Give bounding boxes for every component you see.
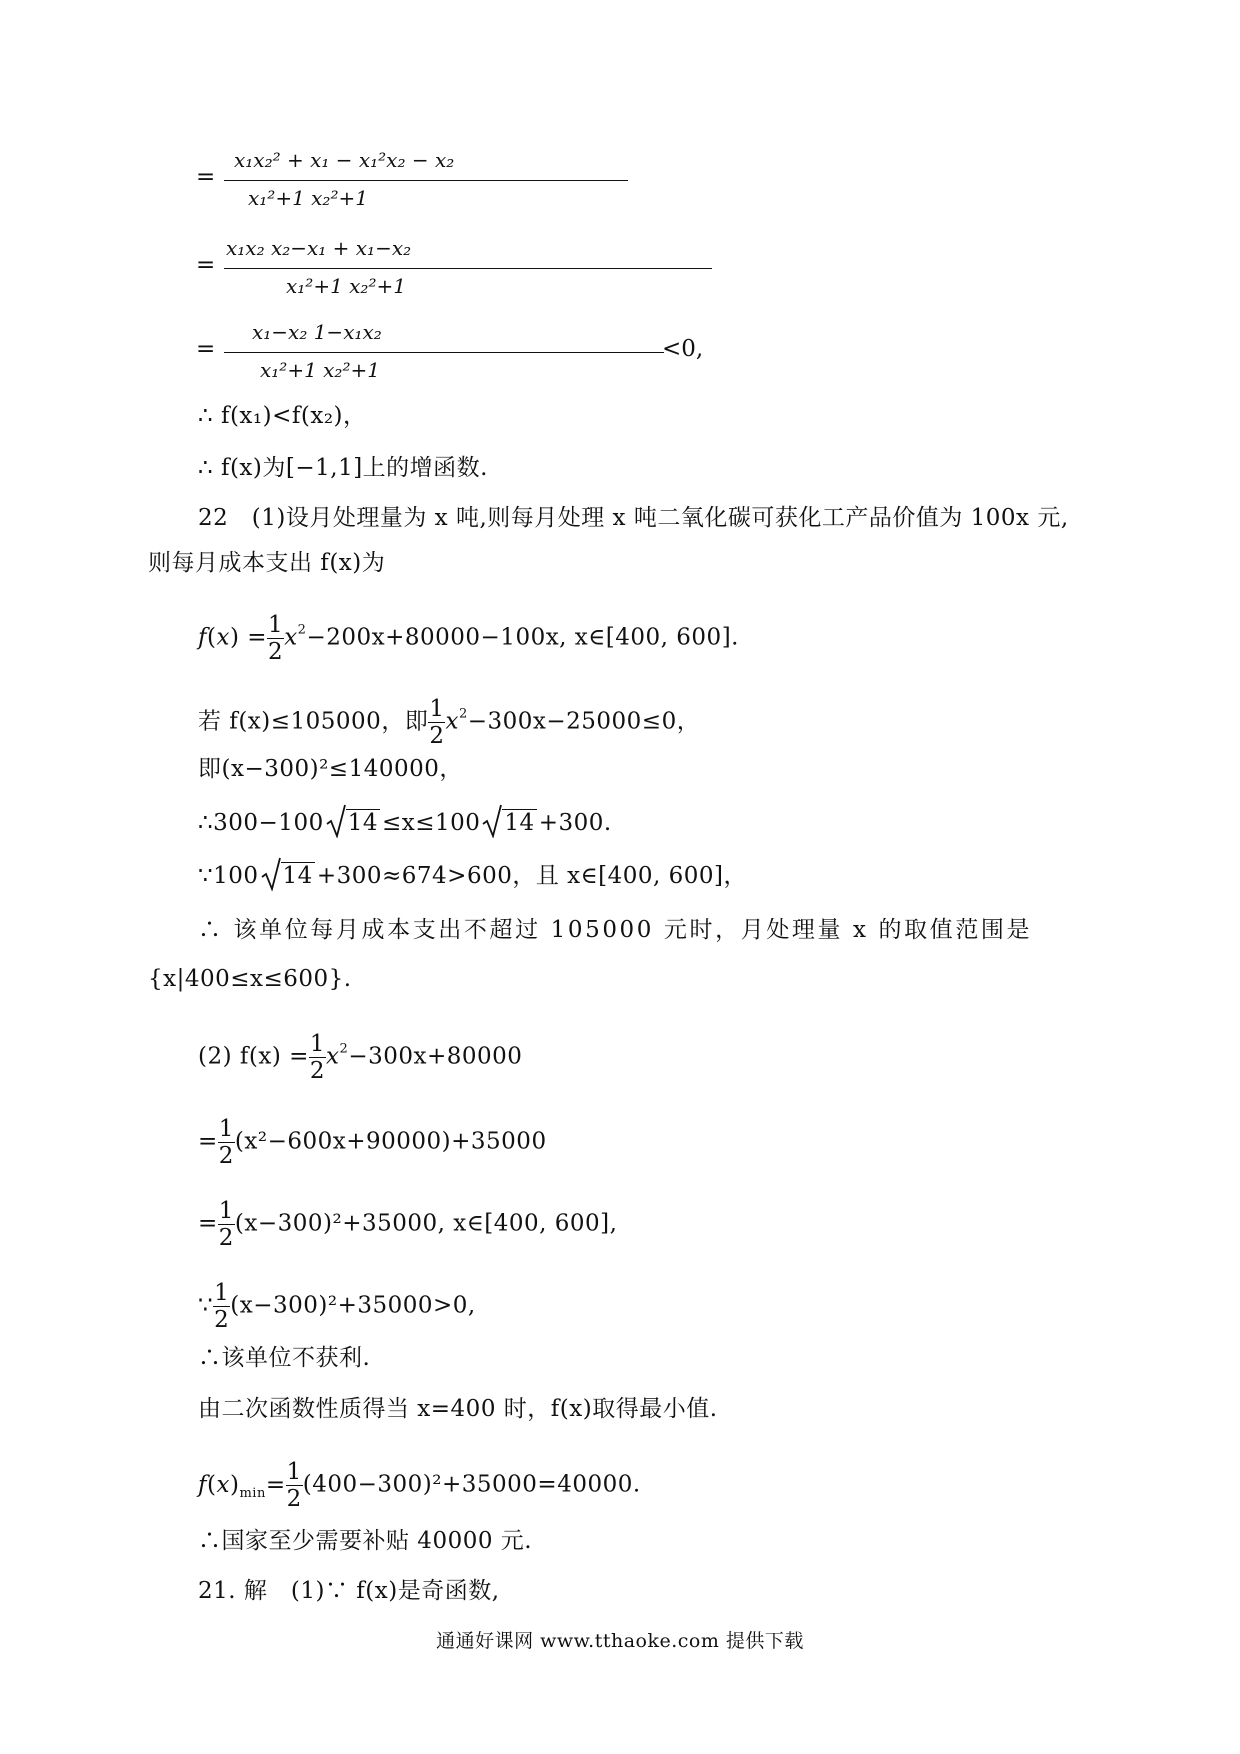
q22-solution-set: {x|400≤x≤600}. — [148, 966, 352, 992]
q22-fx-definition: f(x) = $\frac{1}{2}$ $x^2-200x+80000-100x$, x∈[400, 600]. — [198, 612, 739, 665]
q22-intro: 22 (1)设月处理量为 x 吨,则每月处理 x 吨二氧化碳可获化工产品价值为 100x 元, — [198, 505, 1069, 531]
p2-line3: = $\frac{1}{2}$ (x−300)²+35000, x∈[400, 600], — [198, 1198, 618, 1251]
q22-condition: 若 f(x)≤105000，即 $\frac{1}{2}$ $x^2-300x-25000\le 0$， — [198, 696, 701, 749]
eq2-denominator: x₁²+1 x₂²+1 — [286, 274, 406, 298]
eq2-numerator: x₁x₂ x₂−x₁ + x₁−x₂ — [226, 236, 412, 260]
half-fraction: $\frac{1}{2}$ — [429, 696, 445, 749]
footer-credit: 通通好课网 www.tthaoke.com 提供下载 — [436, 1630, 804, 1652]
half-fraction: $\frac{1}{2}$ — [214, 1280, 230, 1333]
p2-fx: (2) f(x) = $\frac{1}{2}$ $x^2-300x+80000$ — [198, 1031, 523, 1084]
line-increasing-function: ∴ f(x)为[−1,1]上的增函数. — [198, 455, 488, 481]
p2-line4: ∵ $\frac{1}{2}$ (x−300)²+35000>0, — [198, 1280, 476, 1333]
half-fraction: $\frac{1}{2}$ — [218, 1198, 234, 1251]
q22-line2: 则每月成本支出 f(x)为 — [148, 550, 386, 576]
eq3-tail: <0, — [662, 336, 704, 362]
sqrt-14: 14 — [482, 808, 536, 838]
q22-range: ∴300−100 14 ≤x≤100 14 +300. — [198, 808, 612, 838]
half-fraction: $\frac{1}{2}$ — [286, 1459, 302, 1512]
sqrt-14: 14 — [326, 808, 380, 838]
p2-line2: = $\frac{1}{2}$ (x²−600x+90000)+35000 — [198, 1116, 547, 1169]
p2-subsidy: ∴国家至少需要补贴 40000 元. — [198, 1528, 533, 1554]
half-fraction: $\frac{1}{2}$ — [218, 1116, 234, 1169]
eq1-numerator: x₁x₂² + x₁ − x₁²x₂ − x₂ — [234, 148, 455, 172]
q22-because: ∵100 14 +300≈674>600，且 x∈[400, 600]， — [198, 861, 747, 891]
sqrt-14: 14 — [261, 861, 315, 891]
q22-completed-square: 即(x−300)²≤140000， — [198, 756, 463, 782]
p2-min-condition: 由二次函数性质得当 x=400 时，f(x)取得最小值. — [198, 1396, 718, 1422]
eq3-numerator: x₁−x₂ 1−x₁x₂ — [252, 320, 382, 344]
p2-no-profit: ∴该单位不获利. — [198, 1345, 371, 1371]
half-fraction: $\frac{1}{2}$ — [309, 1031, 326, 1084]
eq1-denominator: x₁²+1 x₂²+1 — [248, 186, 368, 210]
eq3-denominator: x₁²+1 x₂²+1 — [260, 358, 380, 382]
half-fraction: $\frac{1}{2}$ — [268, 612, 284, 665]
q21-start: 21. 解 (1)∵ f(x)是奇函数, — [198, 1578, 500, 1604]
q22-conclusion: ∴ 该单位每月成本支出不超过 105000 元时，月处理量 x 的取值范围是 — [198, 917, 1033, 943]
p2-fmin: $f(x)_{min}=$ $\frac{1}{2}$ (400−300)²+35000=40000. — [198, 1459, 641, 1512]
line-fx1-lt-fx2: ∴ f(x₁)<f(x₂)， — [198, 403, 367, 429]
